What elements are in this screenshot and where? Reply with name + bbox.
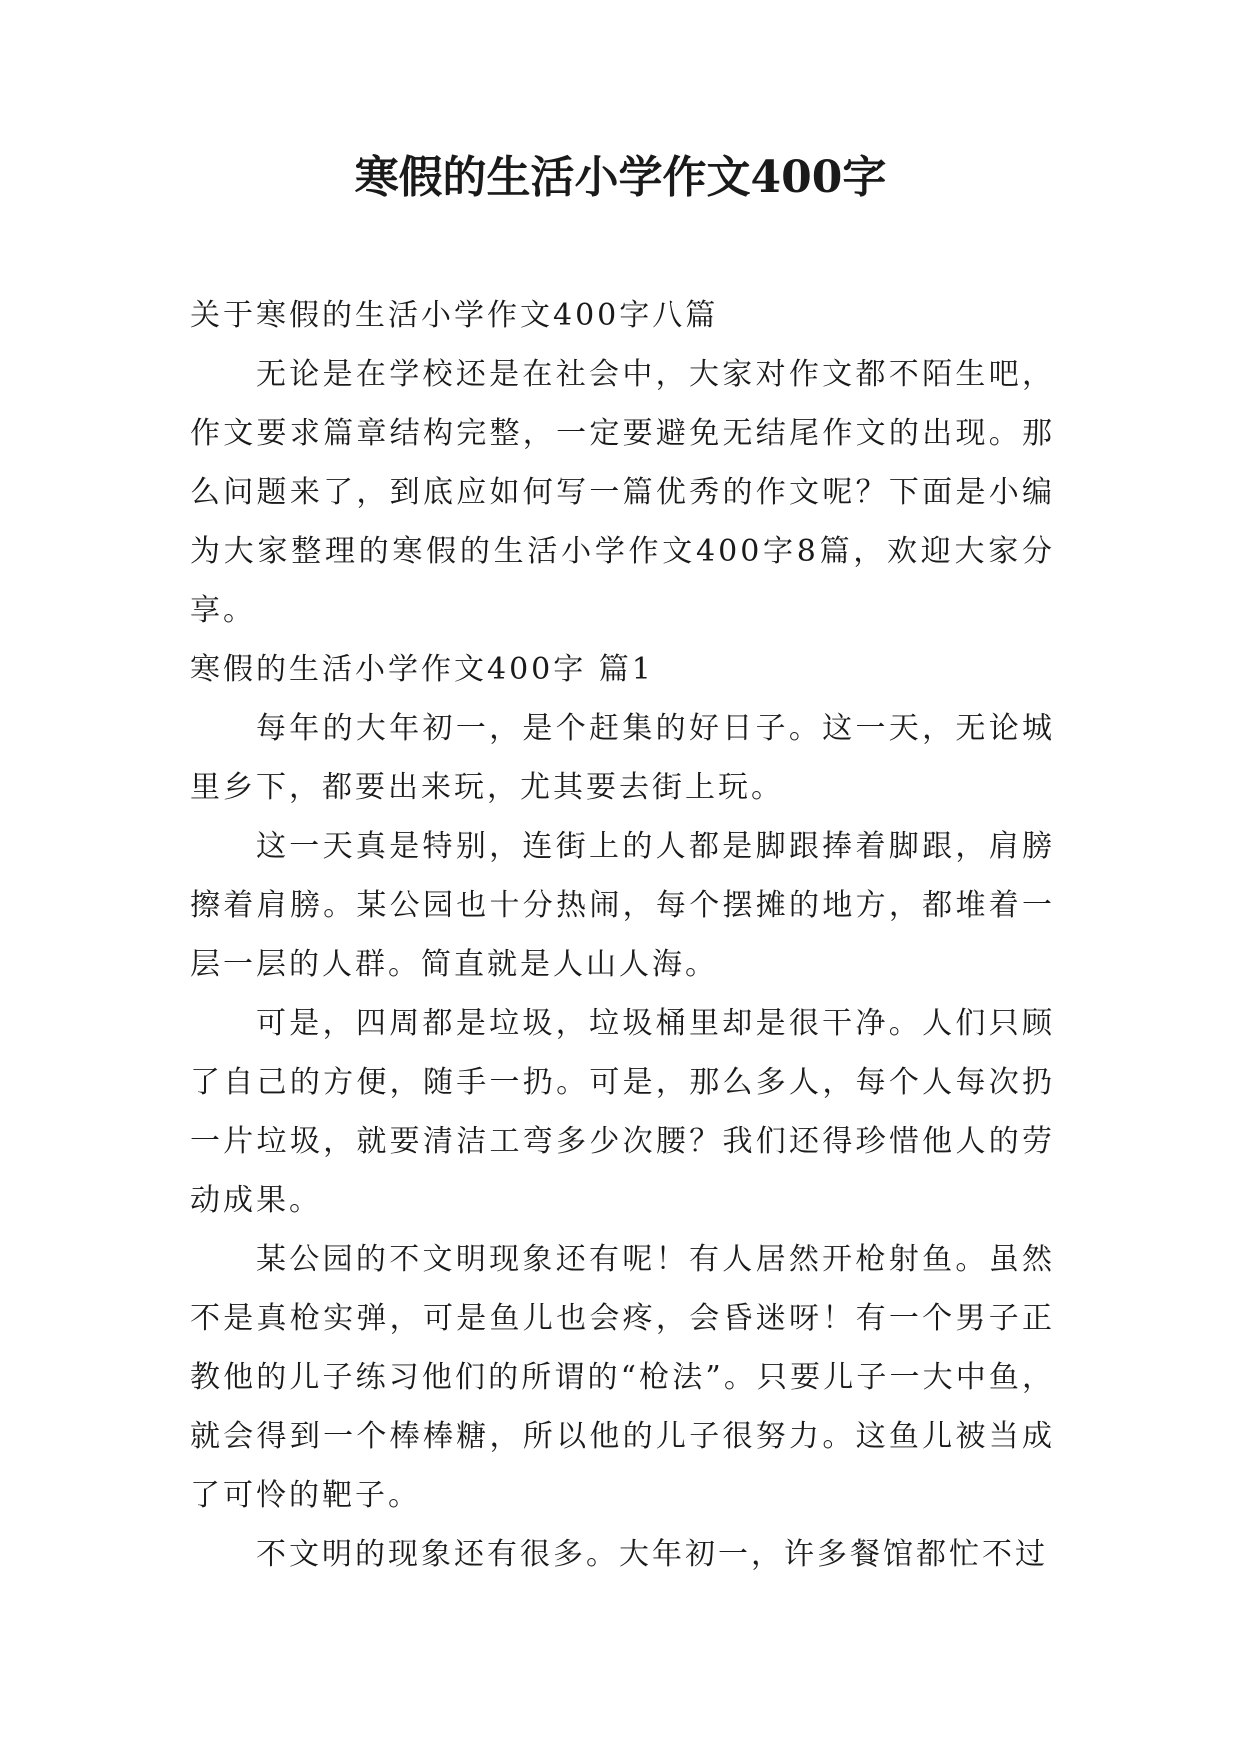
essay-heading-1: 寒假的生活小学作文400字 篇1 <box>190 652 654 687</box>
essay-paragraph: 每年的大年初一，是个赶集的好日子。这一天，无论城里乡下，都要出来玩，尤其要去街上玩。 <box>190 711 1055 805</box>
essay-paragraph: 这一天真是特别，连街上的人都是脚跟捧着脚跟，肩膀擦着肩膀。某公园也十分热闹，每个摆摊的地方，都堆着一层一层的人群。简直就是人山人海。 <box>190 829 1055 982</box>
document-title: 寒假的生活小学作文400字 <box>354 152 887 203</box>
collection-heading: 关于寒假的生活小学作文400字八篇 <box>190 298 719 333</box>
essay-paragraph: 可是，四周都是垃圾，垃圾桶里却是很干净。人们只顾了自己的方便，随手一扔。可是，那么多人，每个人每次扔一片垃圾，就要清洁工弯多少次腰？我们还得珍惜他人的劳动成果。 <box>190 1006 1055 1218</box>
essay-paragraph: 不文明的现象还有很多。大年初一，许多餐馆都忙不过 <box>256 1537 1048 1572</box>
document-body <box>190 286 1055 1584</box>
essay-paragraph: 某公园的不文明现象还有呢！有人居然开枪射鱼。虽然不是真枪实弹，可是鱼儿也会疼，会昏迷呀！有一个男子正教他的儿子练习他们的所谓的“枪法”。只要儿子一大中鱼，就会得到一个棒棒糖，所以他的儿子很努力。这鱼儿被当成了可怜的靶子。 <box>190 1242 1055 1513</box>
intro-paragraph: 无论是在学校还是在社会中，大家对作文都不陌生吧，作文要求篇章结构完整，一定要避免无结尾作文的出现。那么问题来了，到底应如何写一篇优秀的作文呢？下面是小编为大家整理的寒假的生活小学作文400字8篇，欢迎大家分享。 <box>190 357 1055 628</box>
